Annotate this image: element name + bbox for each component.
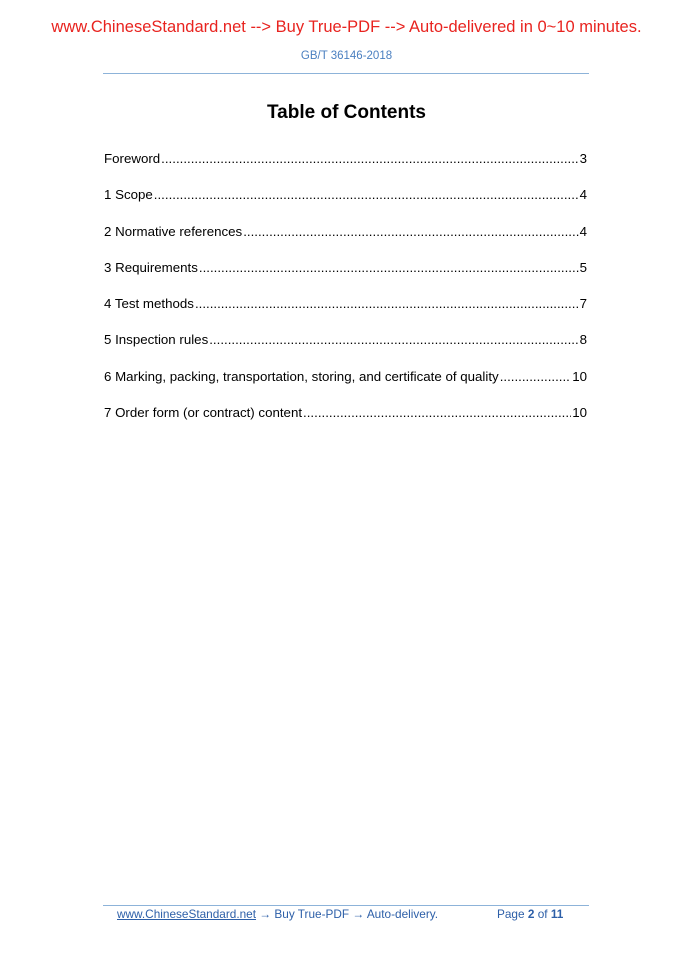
toc-entry-marking-packing[interactable] [104, 368, 587, 404]
page-word: Page [497, 907, 525, 921]
page-title: Table of Contents [266, 102, 427, 123]
document-code: GB/T 36146-2018 [300, 50, 393, 62]
toc-entry-page: 10 [572, 368, 587, 384]
toc-entry-order-form[interactable] [104, 404, 587, 440]
header-divider [103, 73, 589, 74]
dot-leader [154, 186, 579, 204]
toc-entry-page: 3 [579, 151, 587, 166]
table-of-contents [104, 150, 587, 440]
toc-entry-label: 3 Requirements [104, 259, 198, 275]
toc-entry-foreword[interactable] [104, 150, 587, 186]
page-total: 11 [550, 907, 564, 921]
footer-site-link[interactable]: www.ChineseStandard.net [117, 907, 257, 921]
dot-leader [500, 368, 572, 386]
toc-entry-label: 4 Test methods [104, 296, 194, 312]
toc-entry-label: Foreword [104, 151, 161, 166]
toc-entry-page: 7 [579, 296, 587, 312]
toc-entry-test-methods[interactable] [104, 295, 587, 331]
toc-entry-label: 6 Marking, packing, transportation, storing, and certificate of quality [104, 368, 499, 384]
dot-leader [195, 295, 579, 313]
toc-entry-label: 7 Order form (or contract) content [104, 405, 303, 421]
toc-entry-requirements[interactable] [104, 259, 587, 295]
dot-leader [209, 331, 578, 349]
footer-divider [103, 905, 589, 906]
dot-leader [243, 223, 578, 241]
toc-entry-normative-references[interactable] [104, 223, 587, 259]
toc-entry-label: 5 Inspection rules [104, 332, 209, 348]
toc-entry-label: 2 Normative references [104, 223, 243, 239]
page-footer [117, 907, 589, 921]
promo-banner[interactable]: www.ChineseStandard.net --> Buy True-PDF --> Auto-delivered in 0~10 minutes. [51, 18, 642, 36]
page-of: of [537, 907, 548, 921]
toc-entry-scope[interactable] [104, 186, 587, 222]
toc-entry-label: 1 Scope [104, 187, 153, 203]
toc-entry-inspection-rules[interactable] [104, 331, 587, 367]
page-current: 2 [527, 907, 535, 921]
toc-entry-page: 10 [572, 405, 587, 421]
page-indicator [497, 907, 563, 921]
footer-text: → Buy True-PDF → Auto-delivery. [256, 907, 439, 921]
toc-entry-page: 4 [579, 223, 587, 239]
dot-leader [199, 259, 579, 277]
dot-leader [303, 404, 571, 422]
dot-leader [161, 150, 578, 168]
toc-entry-page: 8 [579, 332, 587, 348]
toc-entry-page: 5 [579, 259, 587, 275]
toc-entry-page: 4 [579, 187, 587, 203]
